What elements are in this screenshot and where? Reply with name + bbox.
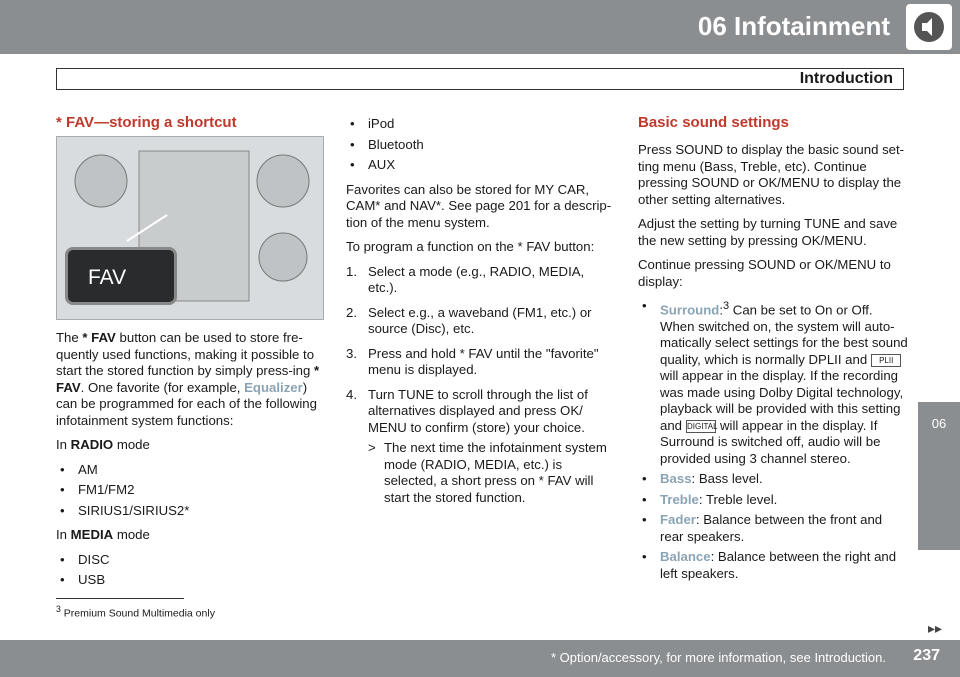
step-result: > The next time the infotainment system mode (RADIO, MEDIA, etc.) is selected, a short press on * FAV will start the stored function. [368,440,607,505]
radio-mode-label: In RADIO mode [56,437,150,452]
list-item: • Balance: Balance between the right and left speakers. [638,549,908,582]
favorites-other: Favorites can also be stored for MY CAR, CAM* and NAV*. See page 201 for a descrip-tion of the menu system. [346,181,612,230]
chapter-tab[interactable] [918,402,960,550]
page-number: 237 [913,647,940,664]
media-list [56,552,322,589]
chapter-tab-label: 06 [931,416,947,431]
list-item: • FM1/FM2 [56,482,322,499]
middle-column [346,116,612,514]
step-item: 2. Select e.g., a waveband (FM1, etc.) or source (Disc), etc. [346,304,592,336]
media-list-cont [346,116,612,174]
sound-p2: Adjust the setting by turning TUNE and save the new setting by pressing OK/MENU. [638,216,898,248]
fav-button-closeup [65,247,177,305]
step-item: 3. Press and hold * FAV until the "favorite" menu is displayed. [346,345,599,377]
chapter-title: 06 Infotainment [697,11,890,41]
speaker-icon [906,4,952,50]
dolby-digital-icon: DIGITAL [687,421,718,431]
fav-heading: * FAV—storing a shortcut [56,114,237,131]
sound-p1: Press SOUND to display the basic sound set-ting menu (Bass, Treble, etc). Continue pressing SOUND or OK/MENU to display the other setting alternatives. [638,142,905,207]
program-intro: To program a function on the * FAV button: [346,239,595,254]
footnote-rule [56,598,184,599]
left-text [56,330,322,597]
list-item: • SIRIUS1/SIRIUS2* [56,503,322,520]
fav-button-photo [56,136,324,320]
next-page-icon[interactable]: ▸▸ [927,620,942,636]
list-item: • AUX [346,157,612,174]
media-mode-label: In MEDIA mode [56,527,150,542]
sound-options [638,298,908,582]
step-item: 1. Select a mode (e.g., RADIO, MEDIA, etc.). [346,263,585,295]
footnote: $^3$ Premium Sound Multimedia only [56,604,215,620]
dolby-plii-icon: PLII [871,354,901,367]
fav-label: FAV [88,266,127,289]
list-item: • Bluetooth [346,137,612,154]
footer-bar [0,640,960,677]
header-bar [0,0,960,54]
sound-heading: Basic sound settings [638,114,789,131]
list-item: • DISC [56,552,322,569]
list-item: • iPod [346,116,612,133]
sound-p3: Continue pressing SOUND or OK/MENU to display: [638,257,891,289]
footer-note: * Option/accessory, for more information, see Introduction. [550,650,886,665]
radio-list [56,462,322,520]
right-column [638,114,908,590]
list-item: • Bass: Bass level. [638,471,908,488]
surround-item: • Surround:$^3$ Can be set to On or Off. When switched on, the system will auto-matically select settings for the best sound quality, which is normally DPLII and PLIIwill appear in the display. If the recording was made using Dolby Digital technology, playback will be provided with this setting and DIGITAL will appear in the display. If Surround is switched off, audio will be provided using 3 channel stereo. [638,298,908,467]
list-item: • AM [56,462,322,479]
list-item: • Treble: Treble level. [638,492,908,509]
list-item: • Fader: Balance between the front and rear speakers. [638,512,908,545]
program-steps [346,264,612,507]
step-item: 4. Turn TUNE to scroll through the list of alternatives displayed and press OK/ MENU to confirm (store) your choice. > The next time the infotainment system mode (RADIO, MEDIA, etc.) is selected, a short press on * FAV will start the stored function. [346,387,612,507]
list-item: • USB [56,572,322,589]
section-bar [56,68,904,90]
fav-intro: The * FAV button can be used to store fre-quently used functions, making it possible to start the stored function by simply press-ing * FAV. One favorite (for example, Equalizer) can be programmed for each of the following infotainment system functions: [56,330,320,428]
section-title: Introduction [799,70,893,87]
